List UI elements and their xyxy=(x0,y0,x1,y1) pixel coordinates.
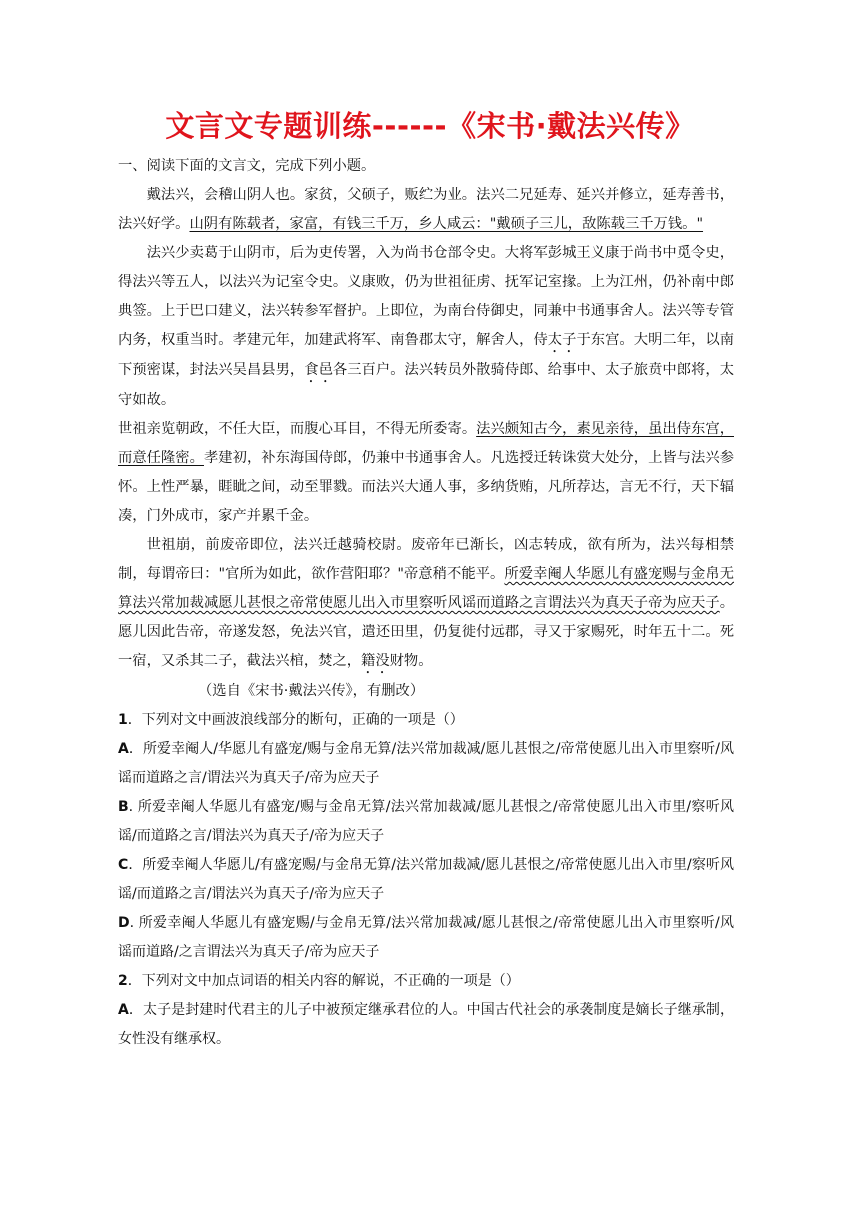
dotted-term-shiyi: 食邑 xyxy=(304,362,333,378)
page-title: 文言文专题训练------《宋书·戴法兴传》 xyxy=(165,109,695,143)
passage-paragraph-4 xyxy=(118,531,734,677)
passage-text: 世祖崩，前废帝即位，法兴迁越骑校尉。废帝年已渐长，凶志转成，欲有所为，法兴每相禁制，每谓帝曰："官所为如此，欲作营阳耶？"帝意稍不能平。 xyxy=(118,537,734,582)
question-2-option-a xyxy=(118,996,734,1054)
option-label: D xyxy=(118,915,130,931)
passage-text: 各三百户。法兴转员外散骑侍郎、给事中、太子旅贲中郎将，太守如故。 xyxy=(118,362,735,408)
underlined-sentence-1: 山阴有陈载者，家富，有钱三千万，乡人咸云："戴硕子三儿，敌陈载三千万钱。" xyxy=(189,216,704,232)
question-2-stem xyxy=(118,967,734,996)
question-1-option-d xyxy=(118,909,734,967)
document-body xyxy=(118,152,734,1054)
passage-text: 财物。 xyxy=(389,653,433,669)
question-text: ．下列对文中画波浪线部分的断句，正确的一项是（） xyxy=(127,712,464,728)
option-text: ．所爱幸阉人华愿儿/有盛宠赐/与金帛无算/法兴常加裁减/愿儿甚恨之/帝常使愿儿出入市里/察听风谣/而道路之言/谓法兴为真天子/帝为应天子 xyxy=(118,857,734,902)
option-text: . 所爱幸阉人华愿儿有盛宠赐/与金帛无算/法兴常加裁减/愿儿甚恨之/帝常使愿儿出入市里察听/风谣而道路/之言谓法兴为真天子/帝为应天子 xyxy=(118,915,734,960)
question-1-option-b xyxy=(118,793,734,851)
passage-source: （选自《宋书·戴法兴传》，有删改） xyxy=(198,683,425,699)
passage-text: 。愿儿因此告帝，帝遂发怒，免法兴官，遣还田里，仍复徙付远郡，寻又于家赐死，时年五十二。死一宿，又杀其二子，截法兴棺，焚之， xyxy=(118,595,734,669)
option-text: ．太子是封建时代君主的儿子中被预定继承君位的人。中国古代社会的承袭制度是嫡长子继承制，女性没有继承权。 xyxy=(118,1002,734,1047)
passage-text: 于东宫。大明二年，以南下预密谋，封法兴吴昌县男， xyxy=(118,332,735,378)
wavy-underlined-passage: 所爱幸阉人华愿儿有盛宠赐与金帛无算法兴常加裁减愿儿甚恨之帝常使愿儿出入市里察听风谣而道路之言谓法兴为真天子帝为应天子 xyxy=(118,566,734,611)
question-1-option-a xyxy=(118,735,734,793)
passage-text: 孝建初，补东海国侍郎，仍兼中书通事舍人。凡选授迁转诛赏大处分，上皆与法兴参怀。上性严暴，睚眦之间，动至罪戮。而法兴大通人事，多纳货贿，凡所荐达，言无不行，天下辐凑，门外成市，家产并累千金。 xyxy=(118,450,735,524)
option-label: A xyxy=(118,1002,129,1018)
passage-paragraph-1 xyxy=(118,181,734,239)
passage-paragraph-3 xyxy=(118,415,734,531)
underlined-sentence-2: 法兴颇知古今，素见亲待，虽出侍东宫，而意任隆密。 xyxy=(118,421,734,466)
passage-text: 世祖亲览朝政，不任大臣，而腹心耳目，不得无所委寄。 xyxy=(118,421,477,437)
passage-text: 戴法兴，会稽山阴人也。家贫，父硕子，贩纻为业。法兴二兄延寿、延兴并修立，延寿善书，法兴好学。 xyxy=(118,187,734,232)
dotted-term-taizi: 太子 xyxy=(547,332,577,348)
option-label: B xyxy=(118,799,129,815)
question-number: 2 xyxy=(118,973,128,989)
option-text: . 所爱幸阉人华愿儿有盛宠/赐与金帛无算/法兴常加裁减/愿儿甚恨之/帝常使愿儿出入市里/察听风谣/而道路之言/谓法兴为真天子/帝为应天子 xyxy=(118,799,734,844)
option-label: A xyxy=(118,741,129,757)
option-label: C xyxy=(118,857,129,873)
passage-text: 法兴少卖葛于山阴市，后为吏传署，入为尚书仓部令史。大将军彭城王义康于尚书中觅令史，得法兴等五人，以法兴为记室令史。义康败，仍为世祖征虏、抚军记室掾。上为江州，仍补南中郎典签。上于巴口建义，法兴转参军督护。上即位，为南台侍御史，同兼中书通事舍人。法兴等专管内务，权重当时。孝建元年，加建武将军、南鲁郡太守，解舍人，侍 xyxy=(118,245,734,348)
question-text: ．下列对文中加点词语的相关内容的解说，不正确的一项是（） xyxy=(127,973,520,989)
question-number: 1 xyxy=(118,712,128,728)
dotted-term-jimo: 籍没 xyxy=(361,653,390,669)
option-text: ．所爱幸阉人/华愿儿有盛宠/赐与金帛无算/法兴常加裁减/愿儿甚恨之/帝常使愿儿出入市里察听/风谣而道路之言/谓法兴为真天子/帝为应天子 xyxy=(118,741,734,786)
section-instruction: 一、阅读下面的文言文，完成下列小题。 xyxy=(118,158,376,174)
passage-paragraph-2 xyxy=(118,239,734,415)
question-1-stem xyxy=(118,706,734,735)
question-1-option-c xyxy=(118,851,734,909)
